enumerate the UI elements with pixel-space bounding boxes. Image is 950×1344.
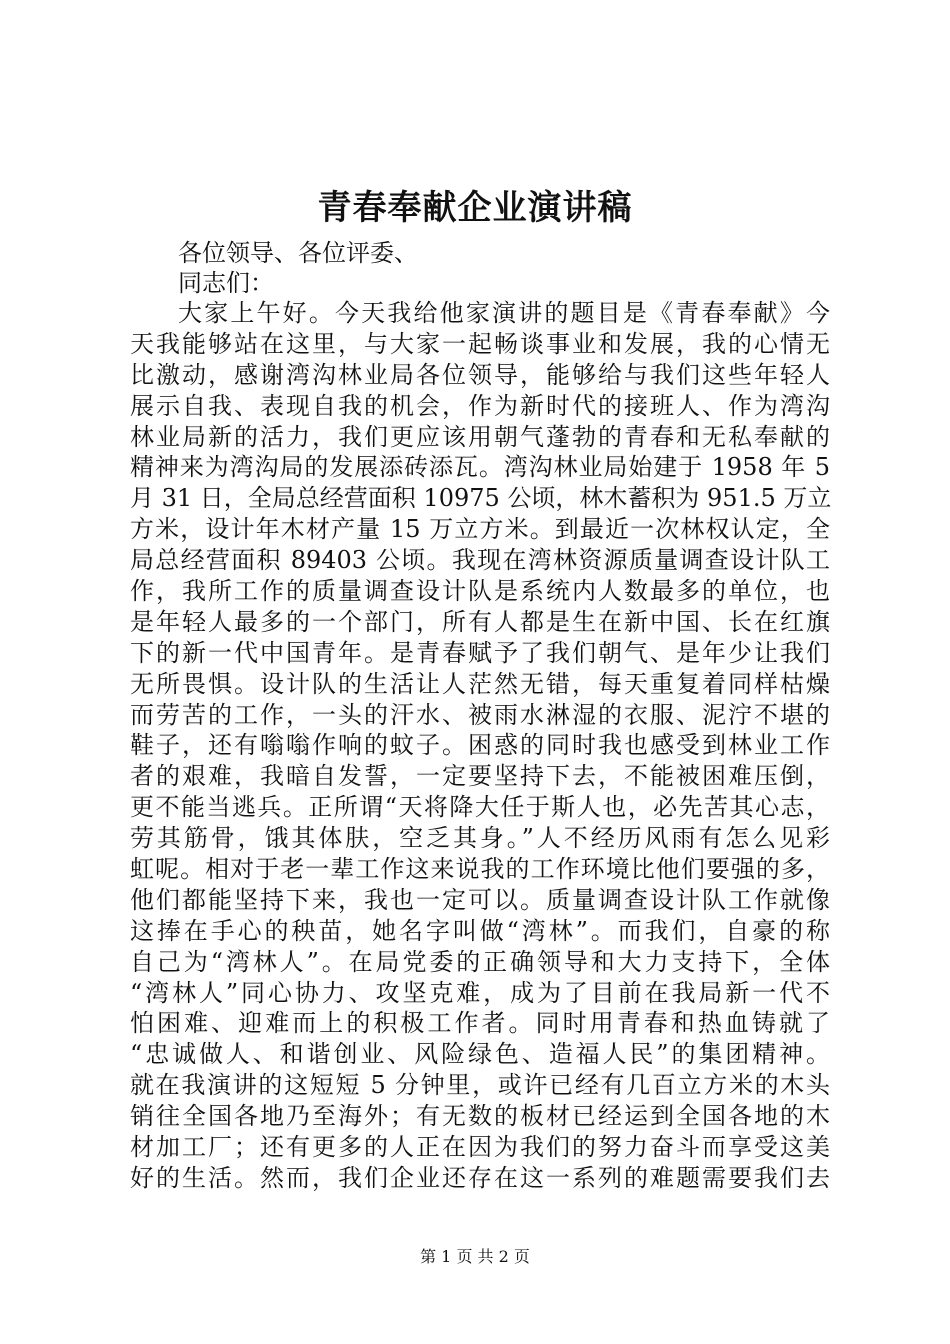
body-line: 局总经营面积 89403 公顷。我现在湾林资源质量调查设计队工 bbox=[130, 546, 830, 575]
body-line: 就在我演讲的这短短 5 分钟里，或许已经有几百立方米的木头 bbox=[130, 1071, 830, 1100]
salutation-line: 同志们： bbox=[178, 269, 274, 297]
body-line: 怕困难、迎难而上的积极工作者。同时用青春和热血铸就了 bbox=[130, 1009, 830, 1038]
body-line: 下的新一代中国青年。是青春赋予了我们朝气、是年少让我们 bbox=[130, 638, 830, 667]
body-line: 展示自我、表现自我的机会，作为新时代的接班人、作为湾沟 bbox=[130, 391, 830, 420]
body-line: 精神来为湾沟局的发展添砖添瓦。湾沟林业局始建于 1958 年 5 bbox=[130, 453, 830, 482]
body-line: 作，我所工作的质量调查设计队是系统内人数最多的单位，也 bbox=[130, 577, 830, 606]
body-line: 好的生活。然而，我们企业还存在这一系列的难题需要我们去 bbox=[130, 1163, 830, 1192]
body-line: 是年轻人最多的一个部门，所有人都是生在新中国、长在红旗 bbox=[130, 607, 830, 636]
body-line: 更不能当逃兵。正所谓“天将降大任于斯人也，必先苦其心志， bbox=[130, 793, 830, 822]
body-line: 无所畏惧。设计队的生活让人茫然无错，每天重复着同样枯燥 bbox=[130, 669, 830, 698]
body-line: 者的艰难，我暗自发誓，一定要坚持下去，不能被困难压倒， bbox=[130, 762, 830, 791]
body-line: 天我能够站在这里，与大家一起畅谈事业和发展，我的心情无 bbox=[130, 329, 830, 358]
body-line: 而劳苦的工作，一头的汗水、被雨水淋湿的衣服、泥泞不堪的 bbox=[130, 700, 830, 729]
body-line: 鞋子，还有嗡嗡作响的蚊子。困惑的同时我也感受到林业工作 bbox=[130, 731, 830, 760]
document-title: 青春奉献企业演讲稿 bbox=[317, 188, 633, 228]
body-line: 方米，设计年木材产量 15 万立方米。到最近一次林权认定，全 bbox=[130, 515, 830, 544]
body-line: 林业局新的活力，我们更应该用朝气蓬勃的青春和无私奉献的 bbox=[130, 422, 830, 451]
body-line: 这捧在手心的秧苗，她名字叫做“湾林”。而我们，自豪的称 bbox=[130, 916, 830, 945]
body-line: 自己为“湾林人”。在局党委的正确领导和大力支持下，全体 bbox=[130, 947, 830, 976]
body-line: 劳其筋骨，饿其体肤，空乏其身。”人不经历风雨有怎么见彩 bbox=[130, 824, 830, 853]
body-line: “湾林人”同心协力、攻坚克难，成为了目前在我局新一代不 bbox=[130, 978, 830, 1007]
body-line: 销往全国各地乃至海外；有无数的板材已经运到全国各地的木 bbox=[130, 1102, 830, 1131]
page-footer: 第 1 页 共 2 页 bbox=[420, 1247, 530, 1266]
salutation-line: 各位领导、各位评委、 bbox=[178, 239, 418, 267]
body-line: 大家上午好。今天我给他家演讲的题目是《青春奉献》今 bbox=[178, 299, 830, 327]
body-paragraph bbox=[130, 298, 830, 1194]
body-line: 虹呢。相对于老一辈工作这来说我的工作环境比他们要强的多， bbox=[130, 855, 830, 884]
body-line: 他们都能坚持下来，我也一定可以。质量调查设计队工作就像 bbox=[130, 885, 830, 914]
body-line: 比激动，感谢湾沟林业局各位领导，能够给与我们这些年轻人 bbox=[130, 360, 830, 389]
body-line: 材加工厂；还有更多的人正在因为我们的努力奋斗而享受这美 bbox=[130, 1133, 830, 1162]
body-line: “忠诚做人、和谐创业、风险绿色、造福人民”的集团精神。 bbox=[130, 1040, 830, 1069]
body-line: 月 31 日，全局总经营面积 10975 公顷，林木蓄积为 951.5 万立 bbox=[130, 484, 832, 513]
